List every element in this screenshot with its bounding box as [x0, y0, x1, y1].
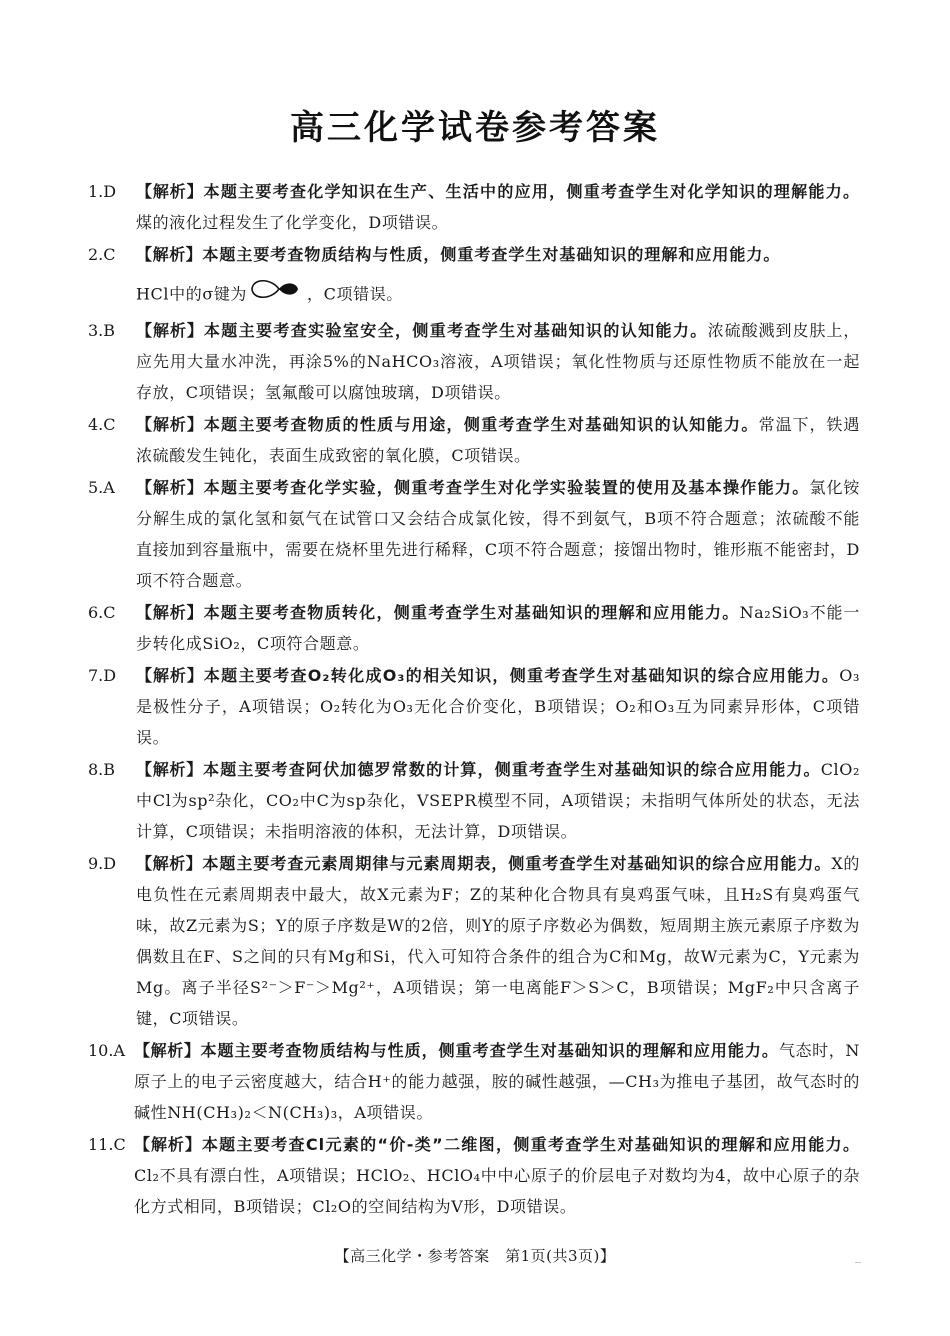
analysis-tag: 【解析】 [136, 415, 204, 434]
item-number: 4.C [88, 415, 116, 434]
item-text: O₃是极性分子，A项错误；O₂转化为O₃无化合价变化，B项错误；O₂和O₃互为同素异形体，C项错误。 [136, 666, 860, 747]
analysis-tag: 【解析】 [136, 321, 204, 340]
item-text: Cl₂不具有漂白性，A项错误；HClO₂、HClO₄中中心原子的价层电子对数均为4，故中心原子的杂化方式相同，B项错误；Cl₂O的空间结构为V形，D项错误。 [134, 1166, 860, 1216]
item-body [134, 1129, 860, 1222]
item-lead: 本题主要考查元素周期律与元素周期表，侧重考查学生对基础知识的综合应用能力。 [202, 854, 832, 873]
analysis-tag: 【解析】 [136, 478, 204, 497]
answer-item-11 [88, 1129, 860, 1222]
item-number: 10.A [88, 1041, 125, 1060]
answer-item-2 [88, 239, 860, 314]
analysis-tag: 【解析】 [136, 666, 204, 685]
item-lead: 本题主要考查化学实验，侧重考查学生对化学实验装置的使用及基本操作能力。 [203, 478, 810, 497]
item-lead: 本题主要考查Cl元素的“价-类”二维图，侧重考查学生对基础知识的理解和应用能力。 [201, 1135, 861, 1154]
analysis-tag: 【解析】 [136, 760, 204, 779]
answer-item-8 [88, 754, 860, 847]
answer-item-7 [88, 660, 860, 753]
item-body [136, 472, 860, 596]
answer-item-5 [88, 472, 860, 596]
analysis-tag: 【解析】 [136, 245, 203, 264]
item-number: 5.A [88, 478, 115, 497]
answer-item-6 [88, 597, 860, 659]
answer-item-1 [88, 176, 860, 238]
item-text: ，C项错误。 [307, 284, 403, 304]
item-body [136, 660, 860, 753]
item-lead: 本题主要考查物质结构与性质，侧重考查学生对基础知识的理解和应用能力。 [200, 1041, 779, 1060]
item-number: 6.C [88, 603, 116, 622]
item-number: 2.C [88, 245, 116, 264]
item-lead: 本题主要考查物质的性质与用途，侧重考查学生对基础知识的认知能力。 [203, 415, 759, 434]
item-number: 11.C [88, 1135, 126, 1154]
page-title: 高三化学试卷参考答案 [290, 108, 660, 148]
item-text: Na₂SiO₃不能一步转化成SiO₂，C项符合题意。 [136, 603, 860, 653]
analysis-tag: 【解析】 [136, 854, 203, 873]
analysis-tag: 【解析】 [136, 603, 204, 622]
item-text: 浓硫酸溅到皮肤上，应先用大量水冲洗，再涂5%的NaHCO₃溶液，A项错误；氧化性物质与还原性物质不能放在一起存放，C项错误；氢氟酸可以腐蚀玻璃，D项错误。 [136, 321, 860, 402]
item-lead: 本题主要考查物质转化，侧重考查学生对基础知识的理解和应用能力。 [203, 603, 740, 622]
sigma-bond-orbital-icon [249, 276, 305, 314]
item-body [136, 848, 860, 1034]
answer-item-9 [88, 848, 860, 1034]
item-body [136, 315, 860, 408]
item-number: 7.D [88, 666, 117, 685]
answer-item-10 [88, 1035, 860, 1128]
analysis-tag: 【解析】 [134, 1041, 201, 1060]
item-lead: 本题主要考查阿伏加德罗常数的计算，侧重考查学生对基础知识的综合应用能力。 [203, 760, 821, 779]
answer-item-4 [88, 409, 860, 471]
item-body [136, 597, 860, 659]
item-body [136, 754, 860, 847]
item-text: X的电负性在元素周期表中最大，故X元素为F；Z的某种化合物具有臭鸡蛋气味，且H₂S有臭鸡蛋气味，故Z元素为S；Y的原子序数是W的2倍，则Y的原子序数必为偶数，短周期主族元素原子序数为偶数且在F、S之间的只有Mg和Si，代入可知符合条件的组合为C和Mg，故W元素为C，Y元素为Mg。离子半径S²⁻＞F⁻＞Mg²⁺，A项错误；第一电离能F＞S＞C，B项错误；MgF₂中只含离子键，C项错误。 [136, 854, 861, 1028]
answer-list [88, 176, 860, 1223]
item-number: 3.B [88, 321, 116, 340]
item-text: ClO₂中Cl为sp²杂化，CO₂中C为sp杂化，VSEPR模型不同，A项错误；未指明气体所处的状态，无法计算，C项错误；未指明溶液的体积，无法计算，D项错误。 [136, 760, 860, 841]
answer-item-3 [88, 315, 860, 408]
item-body [136, 176, 860, 238]
item-body [136, 239, 860, 314]
item-lead: 本题主要考查实验室安全，侧重考查学生对基础知识的认知能力。 [203, 321, 708, 340]
page-footer: 【高三化学・参考答案 第1页(共3页)】 [334, 1247, 616, 1265]
item-lead: 本题主要考查O₂转化成O₃的相关知识，侧重考查学生对基础知识的综合应用能力。 [203, 666, 840, 685]
item-text: 煤的液化过程发生了化学变化，D项错误。 [136, 213, 449, 232]
item-number: 8.B [88, 760, 116, 779]
item-text: 氯化铵分解生成的氯化氢和氨气在试管口又会结合成氯化铵，得不到氨气，B项不符合题意；浓硫酸不能直接加到容量瓶中，需要在烧杯里先进行稀释，C项不符合题意；接馏出物时，锥形瓶不能密封，D项不符合题意。 [136, 478, 860, 590]
item-lead: 本题主要考查物质结构与性质，侧重考查学生对基础知识的理解和应用能力。 [202, 245, 781, 264]
item-text: HCl中的σ键为 [136, 284, 248, 304]
item-number: 9.D [88, 854, 117, 873]
item-lead: 本题主要考查化学知识在生产、生活中的应用，侧重考查学生对化学知识的理解能力。 [203, 182, 860, 201]
item-number: 1.D [88, 182, 117, 201]
analysis-tag: 【解析】 [136, 182, 204, 201]
page-mark [855, 1262, 861, 1263]
analysis-tag: 【解析】 [134, 1135, 202, 1154]
item-text: 气态时，N原子上的电子云密度越大，结合H⁺的能力越强，胺的碱性越强，—CH₃为推电子基团，故气态时的碱性NH(CH₃)₂＜N(CH₃)₃，A项错误。 [134, 1041, 860, 1122]
item-text: 常温下，铁遇浓硫酸发生钝化，表面生成致密的氧化膜，C项错误。 [136, 415, 860, 465]
item-body [134, 1035, 860, 1128]
item-body [136, 409, 860, 471]
